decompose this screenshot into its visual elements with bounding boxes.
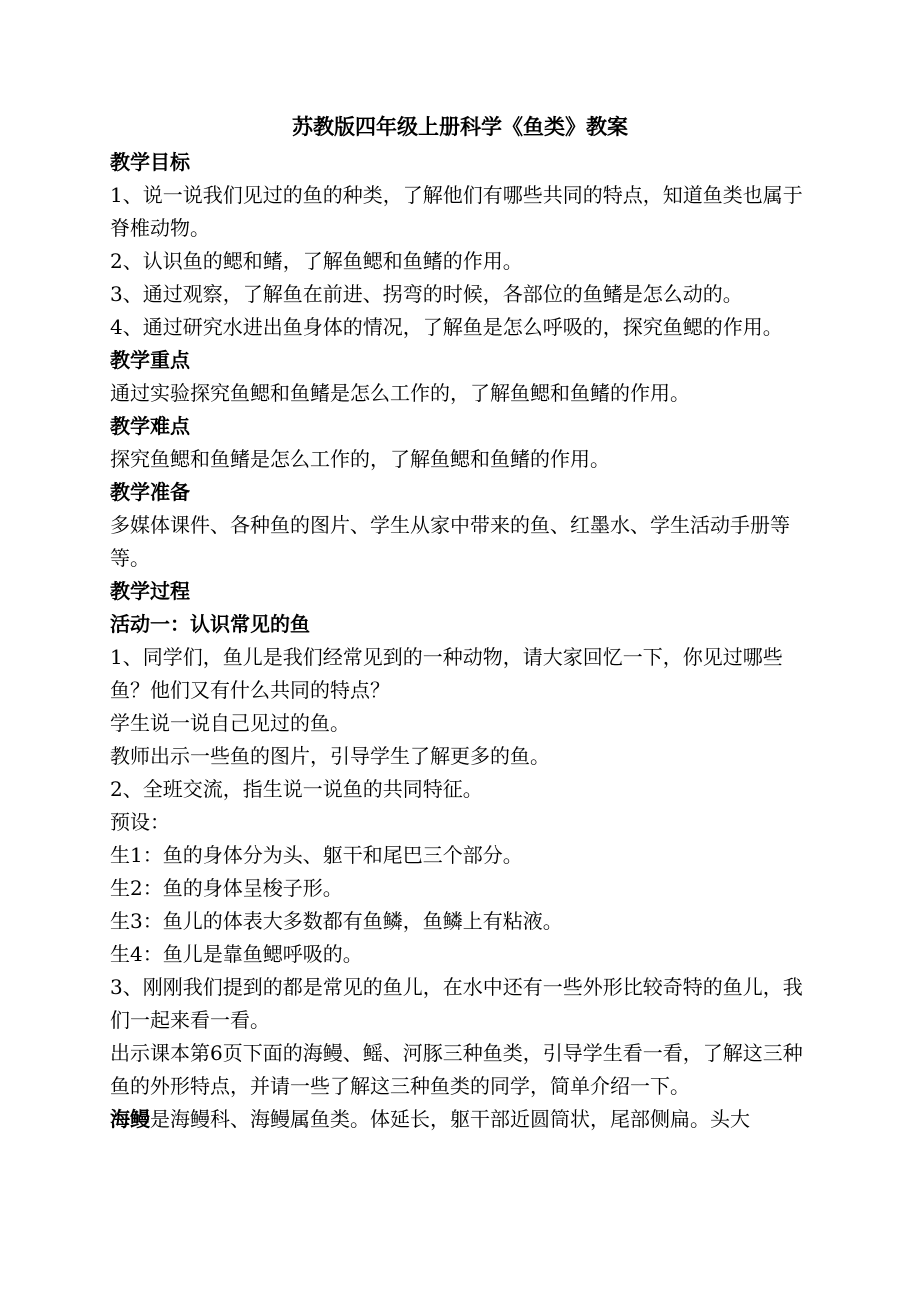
student-answer: 生3：鱼儿的体表大多数都有鱼鳞，鱼鳞上有粘液。 xyxy=(110,909,563,933)
process-heading: 教学过程 xyxy=(110,579,190,603)
key-points-text: 通过实验探究鱼鳃和鱼鳍是怎么工作的，了解鱼鳃和鱼鳍的作用。 xyxy=(110,381,690,405)
activity-paragraph: 教师出示一些鱼的图片，引导学生了解更多的鱼。 xyxy=(110,744,550,768)
goal-item: 4、通过研究水进出鱼身体的情况，了解鱼是怎么呼吸的，探究鱼鳃的作用。 xyxy=(110,315,783,339)
document-body xyxy=(110,146,810,1136)
student-answer: 生2：鱼的身体呈梭子形。 xyxy=(110,876,343,900)
goal-item: 2、认识鱼的鳃和鳍，了解鱼鳃和鱼鳍的作用。 xyxy=(110,249,523,273)
document-title: 苏教版四年级上册科学《鱼类》教案 xyxy=(292,114,628,139)
preparation-heading: 教学准备 xyxy=(110,480,190,504)
difficulty-heading: 教学难点 xyxy=(110,414,190,438)
activity-paragraph: 2、全班交流，指生说一说鱼的共同特征。 xyxy=(110,777,483,801)
goal-item: 3、通过观察，了解鱼在前进、拐弯的时候，各部位的鱼鳍是怎么动的。 xyxy=(110,282,743,306)
eel-term: 海鳗 xyxy=(110,1107,150,1131)
activity-paragraph: 预设： xyxy=(110,810,170,834)
activity-paragraph: 出示课本第6页下面的海鳗、鳐、河豚三种鱼类，引导学生看一看，了解这三种鱼的外形特点，并请一些了解这三种鱼类的同学，简单介绍一下。 xyxy=(110,1041,803,1098)
goal-item: 1、说一说我们见过的鱼的种类，了解他们有哪些共同的特点，知道鱼类也属于脊椎动物。 xyxy=(110,183,803,240)
activity-paragraph: 学生说一说自己见过的鱼。 xyxy=(110,711,350,735)
activity-paragraph: 3、刚刚我们提到的都是常见的鱼儿，在水中还有一些外形比较奇特的鱼儿，我们一起来看一看。 xyxy=(110,975,803,1032)
activity-paragraph: 1、同学们，鱼儿是我们经常见到的一种动物，请大家回忆一下，你见过哪些鱼？他们又有什么共同的特点？ xyxy=(110,645,783,702)
activity-one-heading: 活动一：认识常见的鱼 xyxy=(110,612,310,636)
key-points-heading: 教学重点 xyxy=(110,348,190,372)
student-answer: 生1：鱼的身体分为头、躯干和尾巴三个部分。 xyxy=(110,843,523,867)
goals-heading: 教学目标 xyxy=(110,150,190,174)
preparation-text: 多媒体课件、各种鱼的图片、学生从家中带来的鱼、红墨水、学生活动手册等等。 xyxy=(110,513,790,570)
eel-description xyxy=(110,1103,810,1136)
student-answer: 生4：鱼儿是靠鱼鳃呼吸的。 xyxy=(110,942,363,966)
difficulty-text: 探究鱼鳃和鱼鳍是怎么工作的，了解鱼鳃和鱼鳍的作用。 xyxy=(110,447,610,471)
eel-text: 是海鳗科、海鳗属鱼类。体延长，躯干部近圆筒状，尾部侧扁。头大 xyxy=(150,1107,750,1131)
